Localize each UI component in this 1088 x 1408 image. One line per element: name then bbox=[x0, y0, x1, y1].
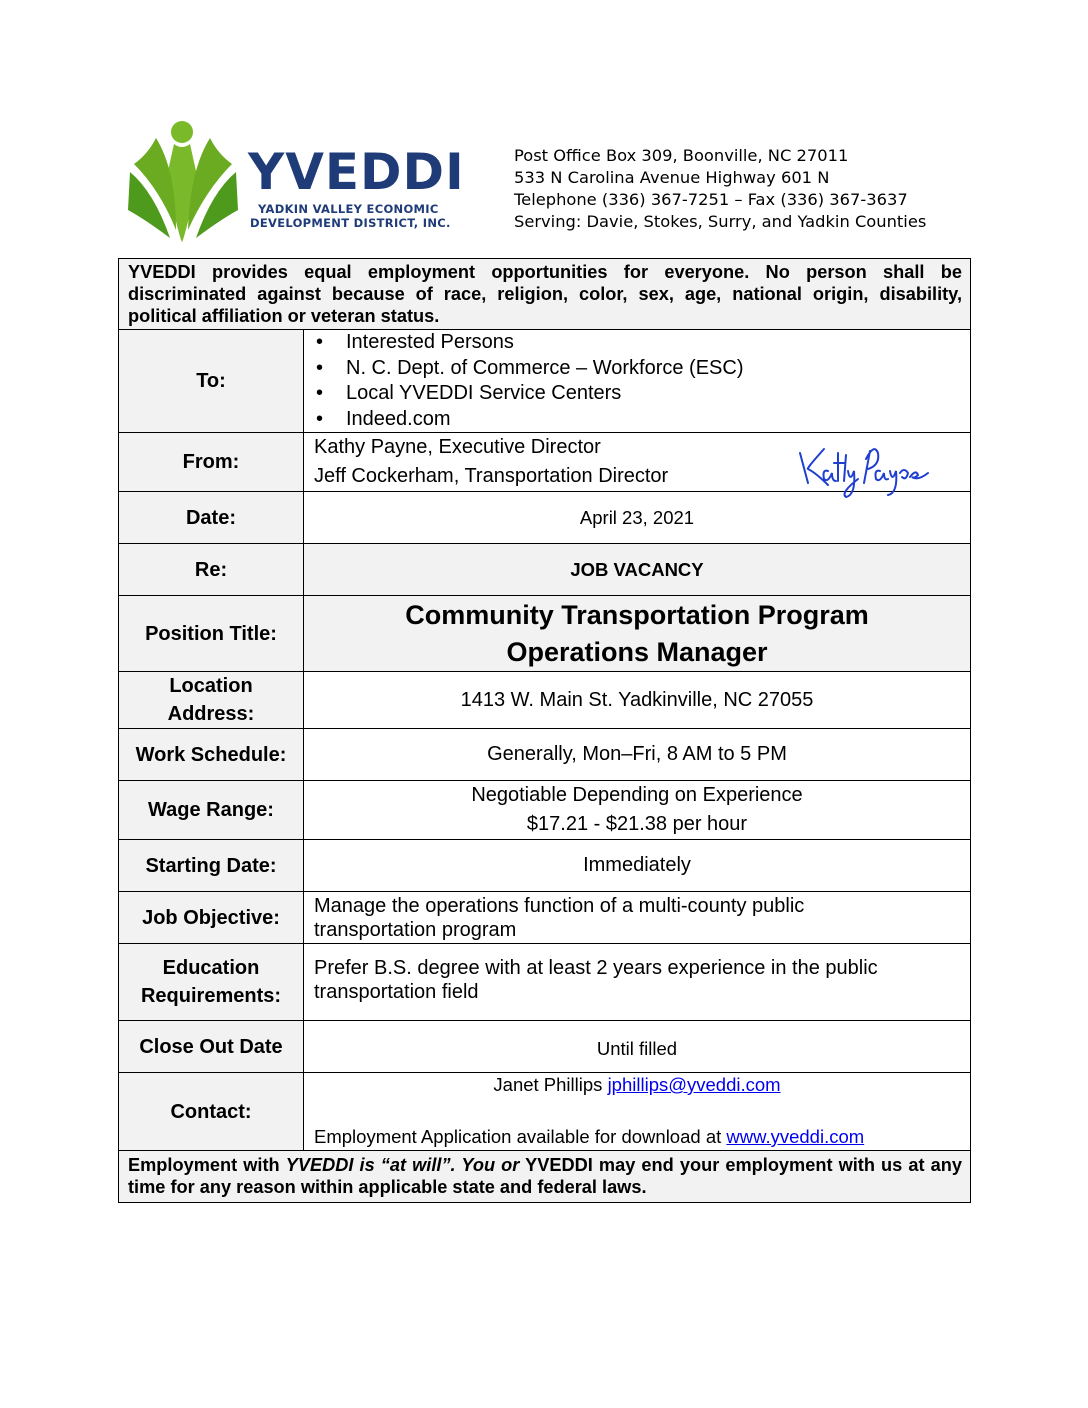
position-title-value: Community Transportation Program Operations Manager bbox=[304, 596, 971, 672]
recipient-list bbox=[304, 330, 970, 432]
from-label: From: bbox=[119, 433, 304, 492]
logo-figure-icon bbox=[126, 120, 248, 244]
job-objective-value: Manage the operations function of a multi-county public transportation program bbox=[304, 892, 971, 944]
contact-email-link[interactable]: jphillips@yveddi.com bbox=[607, 1074, 781, 1095]
at-will-notice: Employment with YVEDDI is “at will”. You or YVEDDI may end your employment with us at any time for any reason within applicable state and federal laws. bbox=[119, 1151, 971, 1203]
website-link[interactable]: www.yveddi.com bbox=[726, 1126, 865, 1147]
close-out-date-label: Close Out Date bbox=[119, 1021, 304, 1073]
date-value: April 23, 2021 bbox=[304, 492, 971, 544]
work-schedule-value: Generally, Mon–Fri, 8 AM to 5 PM bbox=[304, 729, 971, 781]
row-contact bbox=[119, 1073, 971, 1151]
logo-subtitle: YADKIN VALLEY ECONOMIC DEVELOPMENT DISTRICT, INC. bbox=[250, 202, 451, 230]
logo-wordmark: YVEDDI bbox=[248, 143, 465, 201]
location-label: Location Address: bbox=[119, 672, 304, 729]
list-item: • Local YVEDDI Service Centers bbox=[316, 381, 970, 407]
yveddi-logo bbox=[126, 120, 465, 244]
wage-range-value: Negotiable Depending on Experience $17.21 - $21.38 per hour bbox=[304, 781, 971, 840]
list-item: • Indeed.com bbox=[316, 407, 970, 433]
job-objective-label: Job Objective: bbox=[119, 892, 304, 944]
starting-date-label: Starting Date: bbox=[119, 840, 304, 892]
date-label: Date: bbox=[119, 492, 304, 544]
to-label: To: bbox=[119, 330, 304, 433]
wage-range-label: Wage Range: bbox=[119, 781, 304, 840]
row-job-objective bbox=[119, 892, 971, 944]
close-out-date-value: Until filled bbox=[304, 1021, 971, 1073]
position-title-label: Position Title: bbox=[119, 596, 304, 672]
work-schedule-label: Work Schedule: bbox=[119, 729, 304, 781]
education-label: Education Requirements: bbox=[119, 944, 304, 1021]
from-value bbox=[304, 433, 971, 492]
row-to bbox=[119, 330, 971, 433]
application-text: Employment Application available for download at bbox=[314, 1126, 722, 1147]
list-item: • N. C. Dept. of Commerce – Workforce (ESC) bbox=[316, 356, 970, 382]
row-close-out-date bbox=[119, 1021, 971, 1073]
row-position-title bbox=[119, 596, 971, 672]
contact-label: Contact: bbox=[119, 1073, 304, 1151]
education-value: Prefer B.S. degree with at least 2 years experience in the public transportation field bbox=[304, 944, 971, 1021]
job-posting-table bbox=[118, 258, 970, 1203]
re-value: JOB VACANCY bbox=[304, 544, 971, 596]
contact-name: Janet Phillips bbox=[493, 1074, 603, 1095]
row-wage-range bbox=[119, 781, 971, 840]
row-work-schedule bbox=[119, 729, 971, 781]
list-item: • Interested Persons bbox=[316, 330, 970, 356]
re-label: Re: bbox=[119, 544, 304, 596]
signature-kathy-payne bbox=[794, 439, 934, 499]
row-from bbox=[119, 433, 971, 492]
contact-value bbox=[304, 1073, 971, 1151]
location-value: 1413 W. Main St. Yadkinville, NC 27055 bbox=[304, 672, 971, 729]
to-value bbox=[304, 330, 971, 433]
letterhead-address: Post Office Box 309, Boonville, NC 27011 533 N Carolina Avenue Highway 601 N Telephone (336) 367-7251 – Fax (336) 367-3637 Serving: Davie, Stokes, Surry, and Yadkin Counties bbox=[514, 146, 927, 231]
row-starting-date bbox=[119, 840, 971, 892]
row-date bbox=[119, 492, 971, 544]
from-line-2: Jeff Cockerham, Transportation Director bbox=[314, 465, 669, 487]
row-location bbox=[119, 672, 971, 729]
starting-date-value: Immediately bbox=[304, 840, 971, 892]
row-education bbox=[119, 944, 971, 1021]
row-re bbox=[119, 544, 971, 596]
equal-opportunity-notice: YVEDDI provides equal employment opportunities for everyone. No person shall be discriminated against because of race, religion, color, sex, age, national origin, disability, political affiliation or veteran status. bbox=[119, 259, 971, 330]
from-line-1: Kathy Payne, Executive Director bbox=[314, 436, 601, 458]
